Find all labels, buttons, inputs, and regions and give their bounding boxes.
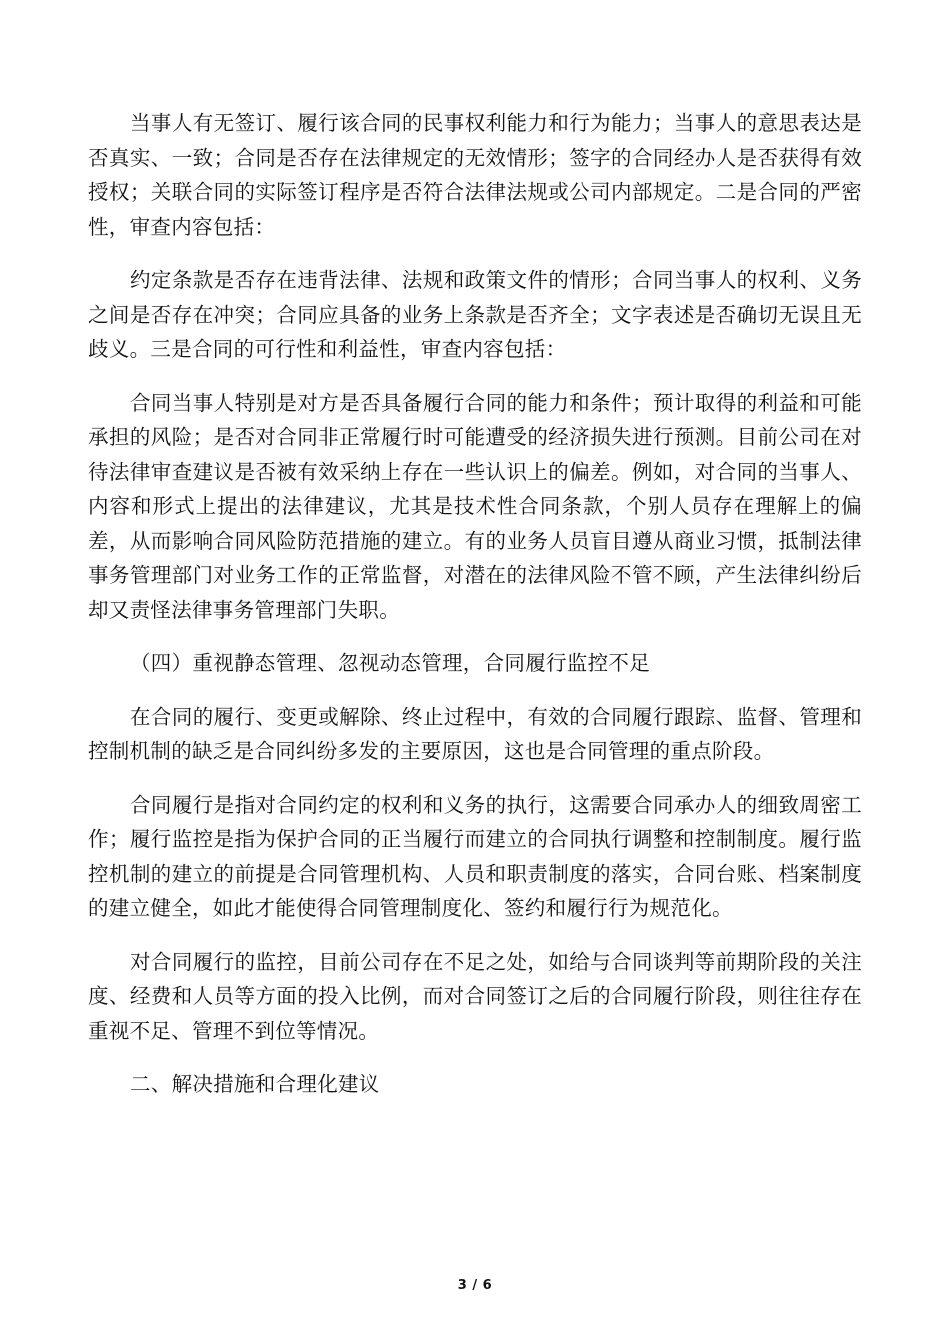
paragraph-feasibility-review: 合同当事人特别是对方是否具备履行合同的能力和条件；预计取得的利益和可能承担的风险；是否对合同非正常履行时可能遭受的经济损失进行预测。目前公司在对待法律审查建议是否被有效采纳上存在一些认识上的偏差。例如，对合同的当事人、内容和形式上提出的法律建议，尤其是技术性合同条款，个别人员存在理解上的偏差，从而影响合同风险防范措施的建立。有的业务人员盲目遵从商业习惯，抵制法律事务管理部门对业务工作的正常监督，对潜在的法律风险不管不顾，产生法律纠纷后却又责怪法律事务管理部门失职。 <box>88 390 862 622</box>
paragraph-performance-monitoring: 合同履行是指对合同约定的权利和义务的执行，这需要合同承办人的细致周密工作；履行监控是指为保护合同的正当履行而建立的合同执行调整和控制制度。履行监控机制的建立的前提是合同管理机构、人员和职责制度的落实，合同台账、档案制度的建立健全，如此才能使得合同管理制度化、签约和履行行为规范化。 <box>88 792 862 920</box>
paragraph-rigor-review: 约定条款是否存在违背法律、法规和政策文件的情形；合同当事人的权利、义务之间是否存在冲突；合同应具备的业务上条款是否齐全；文字表述是否确切无误且无歧义。三是合同的可行性和利益性，审查内容包括： <box>88 268 862 361</box>
section-heading-solutions: 二、解决措施和合理化建议 <box>130 1072 380 1096</box>
document-body <box>88 106 862 1102</box>
paragraph-performance-tracking: 在合同的履行、变更或解除、终止过程中，有效的合同履行跟踪、监督、管理和控制机制的缺乏是合同纠纷多发的主要原因，这也是合同管理的重点阶段。 <box>88 704 862 763</box>
page-number: 3 / 6 <box>457 1278 493 1293</box>
section-heading-static-management: （四）重视静态管理、忽视动态管理，合同履行监控不足 <box>130 651 650 675</box>
paragraph-monitoring-shortcomings: 对合同履行的监控，目前公司存在不足之处，如给与合同谈判等前期阶段的关注度、经费和人员等方面的投入比例，而对合同签订之后的合同履行阶段，则往往存在重视不足、管理不到位等情况。 <box>88 949 862 1043</box>
paragraph-legality-review: 当事人有无签订、履行该合同的民事权利能力和行为能力；当事人的意思表达是否真实、一致；合同是否存在法律规定的无效情形；签字的合同经办人是否获得有效授权；关联合同的实际签订程序是否符合法律法规或公司内部规定。二是合同的严密性，审查内容包括： <box>88 111 862 239</box>
